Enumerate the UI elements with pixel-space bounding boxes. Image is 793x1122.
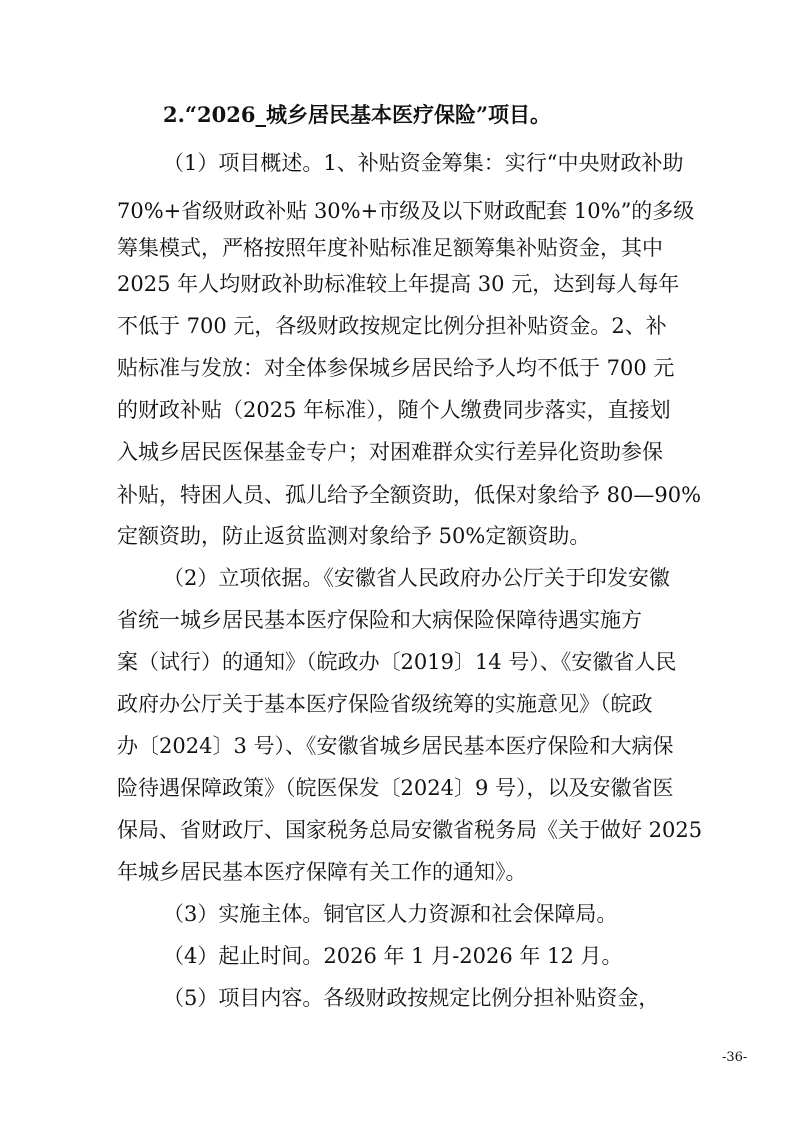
body-line: 70%+省级财政补贴 30%+市级及以下财政配套 10%”的多级: [117, 199, 695, 223]
body-line: 省统一城乡居民基本医疗保险和大病保险保障待遇实施方: [117, 608, 642, 632]
body-line: （5）项目内容。各级财政按规定比例分担补贴资金，: [163, 986, 660, 1010]
body-line: 年城乡居民基本医疗保障有关工作的通知》。: [117, 860, 527, 884]
body-line: （1）项目概述。1、补贴资金筹集：实行“中央财政补助: [163, 151, 684, 175]
body-line: 贴标准与发放：对全体参保城乡居民给予人均不低于 700 元: [117, 356, 675, 380]
page-number: -36-: [722, 1050, 748, 1065]
body-line: 补贴，特困人员、孤儿给予全额资助，低保对象给予 80—90%: [117, 483, 702, 507]
body-line: 入城乡居民医保基金专户；对困难群众实行差异化资助参保: [117, 440, 663, 464]
body-line: （3）实施主体。铜官区人力资源和社会保障局。: [163, 902, 618, 926]
body-line: 保局、省财政厅、国家税务总局安徽省税务局《关于做好 2025: [117, 818, 703, 842]
body-line: 险待遇保障政策》（皖医保发〔2024〕9 号），以及安徽省医: [117, 776, 674, 800]
section-heading: 2.“2026_城乡居民基本医疗保险”项目。: [163, 102, 552, 127]
body-line: 筹集模式，严格按照年度补贴标准足额筹集补贴资金，其中: [117, 236, 663, 260]
body-line: 办〔2024〕3 号）、《安徽省城乡居民基本医疗保险和大病保: [117, 734, 674, 758]
body-line: 政府办公厅关于基本医疗保险省级统筹的实施意见》（皖政: [117, 692, 653, 716]
body-line: （2）立项依据。《安徽省人民政府办公厅关于印发安徽: [163, 566, 670, 590]
body-line: 定额资助，防止返贫监测对象给予 50%定额资助。: [117, 524, 591, 548]
body-line: 2025 年人均财政补助标准较上年提高 30 元，达到每人每年: [117, 272, 680, 296]
body-line: 案（试行）的通知》（皖政办〔2019〕14 号）、《安徽省人民: [117, 650, 677, 674]
body-line: （4）起止时间。2026 年 1 月-2026 年 12 月。: [163, 944, 623, 968]
body-line: 的财政补贴（2025 年标准），随个人缴费同步落实，直接划: [117, 398, 671, 422]
body-line: 不低于 700 元，各级财政按规定比例分担补贴资金。2、补: [117, 314, 667, 338]
